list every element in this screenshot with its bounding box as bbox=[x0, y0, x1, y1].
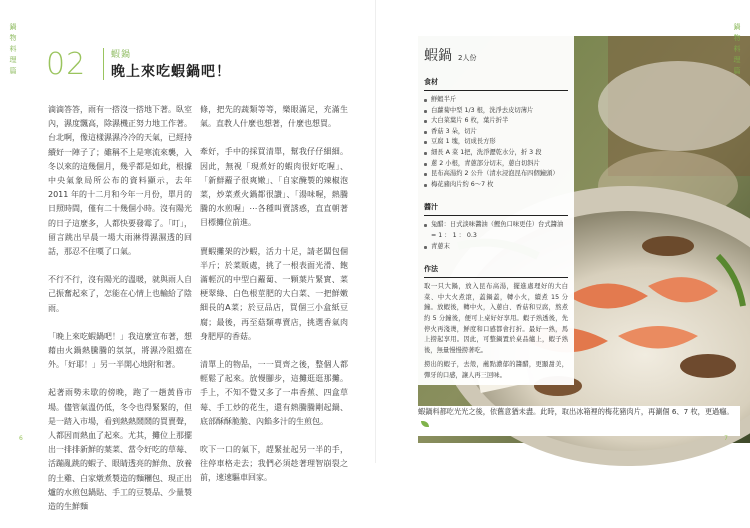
article-column-2 bbox=[200, 103, 348, 500]
list-item: 大白菜葉片 6 枚，葉片折半 bbox=[424, 116, 568, 127]
right-side-strip: 鍋 物 料 理 篇 bbox=[733, 23, 741, 75]
list-item: 蔥 2 小根，青蔥部分切末，蔥白切斜片 bbox=[424, 159, 568, 170]
right-page-number: 7 bbox=[724, 435, 728, 442]
chapter-divider bbox=[103, 48, 104, 80]
bottom-note-text: 蝦鍋料都吃光光之後，依舊意猶未盡。此時，取出冰箱裡的梅花豬肉片，再涮個 6、7 枚，更過癮。 bbox=[418, 407, 734, 416]
list-item: 豆腐 1 塊，切成長方形 bbox=[424, 137, 568, 148]
paragraph: 條，把先的蔬類等等，樂眼滿足，充滿生氣。直教人什麼也想著，什麼也想買。 bbox=[200, 105, 348, 129]
left-page-number: 6 bbox=[19, 435, 23, 442]
list-item: 青蔥末 bbox=[424, 242, 568, 253]
ingredients-list bbox=[424, 95, 568, 190]
article-column-1 bbox=[48, 103, 192, 528]
paragraph: 清單上的物品，一一買齊之後，整個人都輕鬆了起來。放慢腳步，這攤逛逛那攤。手上，不知不覺又多了一串香蕉、四盒草莓、手工炒的花生，還有熱騰騰剛起鍋、底部酥酥脆脆、內餡多汁的生煎包。 bbox=[200, 360, 348, 426]
paragraph: 牽好，手中的採買清單，幫我仔仔細細。因此，無視「現煮好的蝦肉很好吃喔」、「新鮮蘿子很爽嫩」、「自家醃製的辣椒泡菜，炒菜煮火鍋都很讚」、「湯味喔，熱騰騰的水煎喔」⋯各種叫賣誘惑，直直朝著目標攤位前進。 bbox=[200, 147, 348, 228]
paragraph: 滴滴答答，雨有一搭沒一搭地下著。臥室內，濕度飄高，除濕機正努力地工作著。台北啊，像這樣濕濕冷冷的天氣，已經持續好一陣子了；雖稱不上是寒流來襲，入冬以來的這幾個月，幾乎都是如此，根據中央氣象局所公布的資料顯示，去年 2011 年的十二月和今年一月份，單月的日照時間，僅有二十幾個小時。沒有陽光的日子這麼多，人都快要發霉了。「叮」，留言跳出早晨一場大雨淋得濕濕透的回話，那忍不住嘆了口氣。 bbox=[48, 105, 192, 257]
ingredients-heading: 食材 bbox=[424, 77, 568, 91]
list-item: 白蘿蔔中型 1/3 根，洗淨去皮切薄片 bbox=[424, 106, 568, 117]
paragraph: 吹下一口的氣下，趕緊扯起另一半的手，往停車格走去；我們必須趁著理智崩裂之前，速速驅車回家。 bbox=[200, 445, 348, 483]
method-text bbox=[424, 282, 568, 381]
sauce-list bbox=[424, 220, 568, 252]
paragraph: 撈出的蝦子，去殼，蘸點濃郁的醬醋，更顯甜美，彈牙的口感，讓人再三回味。 bbox=[424, 361, 568, 379]
chapter-number: 02 bbox=[46, 47, 87, 82]
left-side-strip: 鍋 物 料 理 篇 bbox=[9, 23, 17, 75]
paragraph: 取一只大鍋，放入昆布高湯，擺進處理好的大白菜、中大火煮滾，蓋鍋蓋，轉小火，續煮 15 分鐘。放蝦後，轉中火，入蔥白、香菇和豆腐，熬煮約 5 分鐘後，便可上桌好好享用。蝦子熟透後，先停火再淺燙，鮮度和口感都會打折。最好一熟，馬上撈起享用。因此，可整鍋置於桌品爐上，蝦子熟後，無量慢慢撈著吃。 bbox=[424, 283, 568, 354]
dish-name: 蝦鍋 bbox=[424, 48, 452, 64]
list-item: 梅花豬肉片約 6～7 枚 bbox=[424, 180, 568, 191]
list-item: 鮮蝦半斤 bbox=[424, 95, 568, 106]
method-heading: 作法 bbox=[424, 264, 568, 278]
leaf-icon bbox=[421, 421, 429, 427]
list-item: 香菇 3 朵，切片 bbox=[424, 127, 568, 138]
sauce-heading: 醬汁 bbox=[424, 202, 568, 216]
paragraph: 「晚上來吃蝦鍋吧！」我這麼宣布著，想藉由火鍋熱騰騰的氛氛，將濕冷阻擋在外。「好耶！」另一半開心地附和著。 bbox=[48, 331, 192, 370]
bottom-note bbox=[418, 406, 740, 436]
servings: 2人份 bbox=[458, 54, 477, 62]
recipe-panel bbox=[418, 36, 574, 385]
list-item: 細長 A 菜 1把，洗淨瀝乾水分，折 3 段 bbox=[424, 148, 568, 159]
chapter-title: 晚上來吃蝦鍋吧！ bbox=[111, 64, 231, 80]
paragraph: 不行不行，沒有陽光的溫暖，就與雨人自己振奮起來了，怎能在心情上也輸給了陰雨。 bbox=[48, 275, 192, 313]
list-item: 兔醋：日式淡味醬油（鰹魚口味更佳）台式醬油 = 1 ： 1 ： 0.3 bbox=[424, 220, 568, 241]
book-gutter bbox=[375, 0, 376, 463]
chapter-label: 蝦鍋 bbox=[111, 50, 132, 60]
recipe-title bbox=[424, 45, 568, 65]
list-item: 昆布高湯約 2 公升（清水浸泡昆布四個鐘頭） bbox=[424, 169, 568, 180]
paragraph: 賣蝦攤架的沙蝦，活力十足，請老闆包個半斤；於菜販處，挑了一根表面光滑、飽滿輕沉的中型白蘿蔔、一顆葉片緊實、菜梗翠綠、白色根莖肥的大白菜、一把鮮嫩細長的A菜；於豆品店，買個三小盒紙豆腐；最後，再至菇類專賣店，挑選香氣肉身肥厚的香菇。 bbox=[200, 246, 348, 341]
paragraph: 起著雨勢未歇的傍晚，跑了一趟黃昏市場。儘管氣溫仍低，冬令也得緊緊的，但是一踏入市場，看到熱熱鬧鬧的買賣聲，人都因而熱血了起來。尤其，攤位上那擺出一排排新鮮的葉菜、當令好吃的草莓、活蹦亂跳的蝦子、眼睛透亮的鮮魚、放養的土雞、白家燉煮製造的麵糰包、現正出爐的水煎包鍋貼、手工的豆製品、少量製造的生鮮麵 bbox=[48, 388, 192, 512]
